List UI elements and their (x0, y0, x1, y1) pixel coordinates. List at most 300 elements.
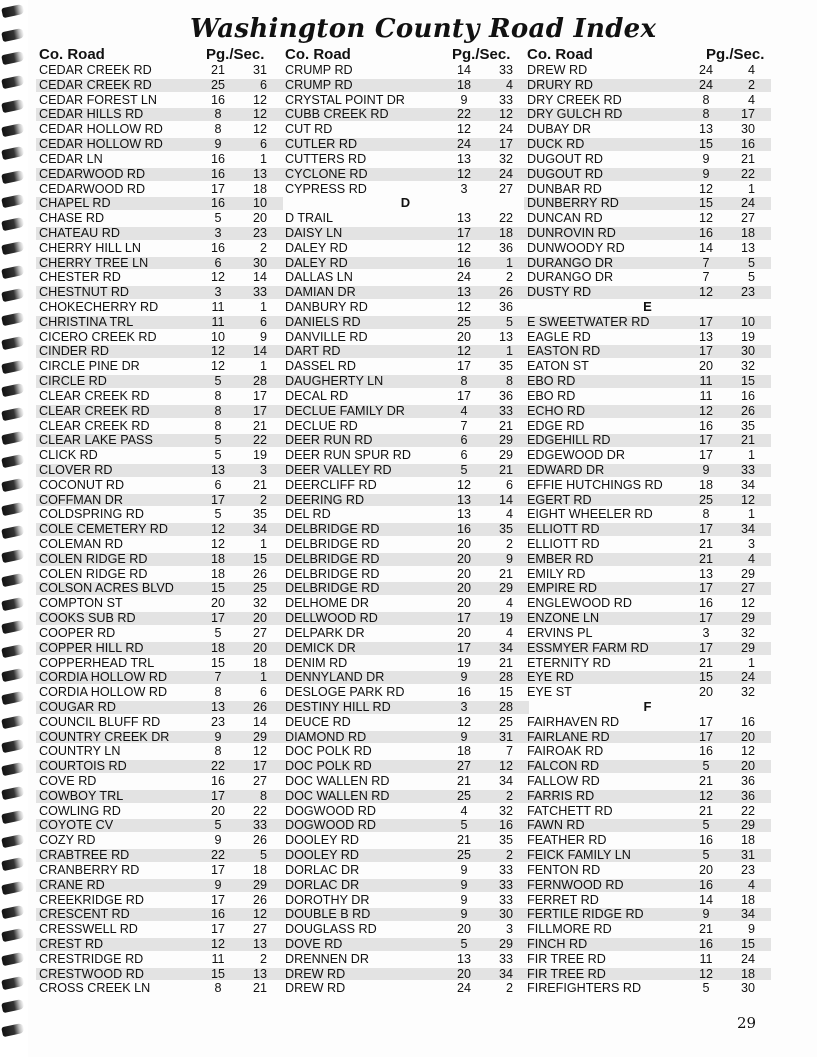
road-entry (524, 567, 771, 582)
page-number-cell: 12 (210, 344, 225, 359)
page-number-cell: 17 (698, 581, 713, 596)
road-entry (36, 759, 283, 774)
page-number-cell: 5 (460, 936, 468, 951)
road-name: ENGLEWOOD RD (527, 596, 632, 611)
road-name: DELBRIDGE RD (285, 566, 380, 581)
page-number-cell: 21 (698, 803, 713, 818)
road-name: DAISY LN (285, 225, 343, 240)
page-section-header: Pg./Sec. (706, 46, 765, 63)
page-number-cell: 13 (456, 285, 471, 300)
road-entry (282, 137, 529, 152)
road-entry (282, 211, 529, 226)
page-number-cell: 17 (210, 922, 225, 937)
road-entry (282, 730, 529, 745)
road-entry (36, 818, 283, 833)
page-number-cell: 16 (698, 936, 713, 951)
road-entry (36, 419, 283, 434)
road-entry (36, 774, 283, 789)
road-name: CEDAR HOLLOW RD (39, 122, 163, 137)
road-name: FAIROAK RD (527, 744, 604, 759)
road-entry (282, 270, 529, 285)
page-number-cell: 21 (210, 63, 225, 77)
section-number-cell: 7 (505, 744, 513, 759)
page-number-cell: 5 (214, 374, 222, 389)
page-number-cell: 7 (702, 270, 710, 285)
section-number-cell: 34 (498, 966, 513, 981)
road-header: Co. Road (285, 46, 351, 63)
road-name: EMBER RD (527, 551, 594, 566)
section-number-cell: 22 (252, 803, 267, 818)
binding-coil (1, 99, 25, 113)
road-entry (524, 270, 771, 285)
page-number-cell: 17 (698, 314, 713, 329)
section-number-cell: 24 (740, 196, 755, 211)
page-number-cell: 14 (698, 892, 713, 907)
road-name: CHAPEL RD (39, 196, 111, 211)
road-entry (36, 478, 283, 493)
spiral-binding (0, 0, 28, 1057)
section-number-cell: 26 (252, 566, 267, 581)
binding-coil (1, 28, 25, 42)
section-number-cell: 2 (505, 981, 513, 996)
road-entry (36, 522, 283, 537)
section-number-cell: 28 (252, 374, 267, 389)
section-number-cell: 35 (252, 507, 267, 522)
road-name: DALEY RD (285, 240, 348, 255)
section-number-cell: 31 (252, 63, 267, 77)
section-number-cell: 33 (498, 892, 513, 907)
page-number-cell: 24 (456, 981, 471, 996)
road-name: COVE RD (39, 774, 97, 788)
road-name: DUGOUT RD (527, 151, 604, 166)
road-entry (282, 359, 529, 374)
page-number-cell: 12 (210, 359, 225, 374)
road-name: COUNTRY CREEK DR (39, 729, 170, 744)
binding-coil (1, 146, 25, 160)
road-name: DANIELS RD (285, 314, 361, 329)
page-number-cell: 9 (460, 877, 468, 892)
road-entry (524, 419, 771, 434)
road-entry (282, 715, 529, 730)
section-number-cell: 12 (252, 107, 267, 122)
road-entry (524, 981, 771, 996)
section-number-cell: 29 (498, 448, 513, 463)
road-name: COFFMAN DR (39, 492, 123, 507)
road-entry (282, 922, 529, 937)
road-entry (36, 937, 283, 952)
section-number-cell: 16 (740, 137, 755, 152)
page-number-cell: 12 (210, 522, 225, 537)
road-entry (524, 196, 771, 211)
page-number-cell: 12 (698, 211, 713, 226)
road-name: DALEY RD (285, 255, 348, 270)
page-number-cell: 13 (456, 211, 471, 226)
road-name: CRESTWOOD RD (39, 966, 144, 981)
road-name: DREW RD (527, 63, 588, 77)
road-name: CREST RD (39, 936, 104, 951)
page-number-cell: 12 (456, 240, 471, 255)
road-entry (524, 922, 771, 937)
road-entry (36, 893, 283, 908)
section-number-cell: 34 (740, 907, 755, 922)
road-name: DUGOUT RD (527, 166, 604, 181)
road-name: DRY CREEK RD (527, 92, 622, 107)
road-entry (36, 241, 283, 256)
section-number-cell: 33 (498, 63, 513, 77)
road-entry (36, 833, 283, 848)
road-name: CHESTNUT RD (39, 285, 130, 300)
section-number-cell: 12 (252, 744, 267, 759)
road-entry (36, 93, 283, 108)
binding-coil (1, 857, 25, 871)
road-name: DELBRIDGE RD (285, 581, 380, 596)
page-number-cell: 17 (698, 448, 713, 463)
road-entry (282, 107, 529, 122)
page-number-cell: 21 (698, 922, 713, 937)
letter-section-heading (524, 300, 771, 315)
road-name: DRURY RD (527, 77, 594, 92)
section-number-cell: 6 (259, 137, 267, 152)
section-number-cell: 27 (252, 625, 267, 640)
road-name: FEICK FAMILY LN (527, 848, 631, 863)
page-number-cell: 5 (214, 433, 222, 448)
road-name: DANBURY RD (285, 300, 368, 314)
section-number-cell: 31 (498, 729, 513, 744)
section-number-cell: 26 (252, 699, 267, 714)
road-name: FAIRLANE RD (527, 729, 610, 744)
section-number-cell: 17 (498, 137, 513, 152)
section-number-cell: 29 (498, 936, 513, 951)
page-number-cell: 24 (698, 63, 713, 77)
road-name: DENNYLAND DR (285, 670, 385, 685)
binding-coil (1, 810, 25, 824)
section-number-cell: 2 (505, 848, 513, 863)
page-number-cell: 21 (698, 551, 713, 566)
road-name: CIRCLE PINE DR (39, 359, 140, 374)
binding-coil (1, 288, 25, 302)
page-number-cell: 21 (698, 774, 713, 788)
index-column-3 (524, 46, 771, 996)
road-entry (282, 744, 529, 759)
road-entry (36, 211, 283, 226)
road-name: DEUCE RD (285, 714, 351, 729)
road-entry (36, 182, 283, 197)
binding-coil (1, 336, 25, 350)
road-name: COMPTON ST (39, 596, 123, 611)
section-letter: F (643, 698, 652, 714)
road-entry (36, 507, 283, 522)
road-name: EGERT RD (527, 492, 592, 507)
road-entry (36, 493, 283, 508)
road-name: DELBRIDGE RD (285, 522, 380, 537)
road-name: DELPARK DR (285, 625, 365, 640)
road-entry (524, 463, 771, 478)
binding-coil (1, 51, 25, 65)
section-number-cell: 1 (259, 151, 267, 166)
section-number-cell: 21 (498, 462, 513, 477)
section-number-cell: 20 (252, 640, 267, 655)
section-number-cell: 22 (252, 433, 267, 448)
section-number-cell: 8 (505, 374, 513, 389)
page-number-cell: 11 (699, 951, 713, 966)
page-number-cell: 20 (456, 551, 471, 566)
section-number-cell: 2 (747, 77, 755, 92)
road-entry (282, 256, 529, 271)
road-name: CLOVER RD (39, 462, 113, 477)
page-number-cell: 18 (210, 566, 225, 581)
page-number-cell: 5 (214, 448, 222, 463)
page-number-cell: 17 (456, 359, 471, 374)
page-number-cell: 22 (456, 107, 471, 122)
section-number-cell: 29 (740, 640, 755, 655)
section-number-cell: 5 (747, 255, 755, 270)
road-entry (36, 359, 283, 374)
section-number-cell: 29 (252, 729, 267, 744)
section-number-cell: 23 (252, 225, 267, 240)
page-number-cell: 20 (456, 596, 471, 611)
section-number-cell: 20 (252, 211, 267, 226)
road-name: EBO RD (527, 388, 576, 403)
road-entry (282, 344, 529, 359)
road-entry (524, 730, 771, 745)
section-number-cell: 29 (498, 581, 513, 596)
section-number-cell: 29 (740, 818, 755, 833)
page-number-cell: 25 (698, 492, 713, 507)
section-number-cell: 18 (252, 862, 267, 877)
section-number-cell: 27 (252, 774, 267, 788)
road-entry (524, 596, 771, 611)
page-number-cell: 17 (210, 492, 225, 507)
page-number-cell: 6 (214, 477, 222, 492)
page-number-cell: 9 (214, 137, 222, 152)
road-entry (36, 374, 283, 389)
page-number-cell: 9 (702, 166, 710, 181)
road-entry (36, 922, 283, 937)
road-name: DECLUE RD (285, 418, 358, 433)
road-entry (524, 789, 771, 804)
page-number-cell: 18 (210, 551, 225, 566)
section-number-cell: 35 (740, 418, 755, 433)
section-number-cell: 9 (505, 551, 513, 566)
page-number-cell: 22 (210, 759, 225, 774)
binding-coil (1, 407, 25, 421)
section-number-cell: 21 (498, 566, 513, 581)
page-number-cell: 20 (456, 966, 471, 981)
section-number-cell: 1 (259, 359, 267, 374)
road-entry (524, 656, 771, 671)
road-entry (36, 78, 283, 93)
page-number-cell: 16 (698, 744, 713, 759)
section-number-cell: 19 (740, 329, 755, 344)
section-number-cell: 26 (740, 403, 755, 418)
page-number-cell: 6 (460, 448, 468, 463)
page-number-cell: 18 (456, 744, 471, 759)
road-name: ECHO RD (527, 403, 586, 418)
binding-coil (1, 549, 25, 563)
page-number-cell: 5 (214, 507, 222, 522)
page-number-cell: 15 (698, 196, 713, 211)
road-entry (282, 507, 529, 522)
section-number-cell: 12 (740, 744, 755, 759)
section-number-cell: 21 (498, 418, 513, 433)
page-number-cell: 25 (456, 788, 471, 803)
binding-coil (1, 762, 25, 776)
page-number-cell: 16 (456, 685, 471, 700)
section-number-cell: 10 (252, 196, 267, 211)
section-number-cell: 21 (740, 151, 755, 166)
road-name: CREEKRIDGE RD (39, 892, 144, 907)
road-entry (282, 833, 529, 848)
road-name: EDWARD DR (527, 462, 605, 477)
page-number-cell: 15 (698, 670, 713, 685)
section-number-cell: 1 (747, 181, 755, 196)
road-entry (36, 152, 283, 167)
page-number-cell: 3 (702, 625, 710, 640)
road-entry (524, 93, 771, 108)
page-number-cell: 25 (456, 848, 471, 863)
road-entry (282, 78, 529, 93)
road-entry (524, 937, 771, 952)
section-number-cell: 22 (740, 166, 755, 181)
letter-section-heading (282, 196, 529, 211)
road-entry (524, 952, 771, 967)
section-number-cell: 1 (259, 537, 267, 551)
road-entry (282, 863, 529, 878)
section-number-cell: 13 (252, 966, 267, 981)
section-number-cell: 14 (252, 714, 267, 729)
road-name: EMPIRE RD (527, 581, 597, 596)
road-name: CEDARWOOD RD (39, 181, 146, 196)
section-number-cell: 34 (498, 774, 513, 788)
page-number-cell: 12 (698, 181, 713, 196)
road-entry (282, 63, 529, 78)
section-number-cell: 17 (740, 107, 755, 122)
road-list (36, 63, 283, 996)
road-name: EYE RD (527, 670, 574, 685)
road-name: DANVILLE RD (285, 329, 368, 344)
road-name: CEDARWOOD RD (39, 166, 146, 181)
column-header (282, 46, 529, 63)
road-name: FIREFIGHTERS RD (527, 981, 642, 996)
section-number-cell: 12 (252, 122, 267, 137)
road-entry (524, 493, 771, 508)
section-number-cell: 19 (252, 448, 267, 463)
binding-coil (1, 739, 25, 753)
section-number-cell: 24 (740, 670, 755, 685)
road-entry (524, 448, 771, 463)
page-number-cell: 17 (698, 729, 713, 744)
section-number-cell: 20 (252, 611, 267, 626)
section-number-cell: 34 (740, 477, 755, 492)
road-name: CEDAR FOREST LN (39, 92, 158, 107)
road-name: ELLIOTT RD (527, 537, 600, 551)
binding-coil (1, 430, 25, 444)
page-number-cell: 12 (456, 477, 471, 492)
section-number-cell: 2 (259, 492, 267, 507)
road-name: CEDAR HILLS RD (39, 107, 144, 122)
road-entry (36, 878, 283, 893)
page-number-cell: 10 (210, 329, 225, 344)
road-entry (282, 907, 529, 922)
road-entry (282, 493, 529, 508)
road-name: DASSEL RD (285, 359, 356, 374)
section-number-cell: 30 (740, 981, 755, 996)
road-name: CLEAR CREEK RD (39, 403, 150, 418)
road-name: DELBRIDGE RD (285, 537, 380, 551)
road-name: EBO RD (527, 374, 576, 389)
page-number-cell: 8 (214, 388, 222, 403)
section-number-cell: 2 (505, 270, 513, 285)
page-number-cell: 16 (210, 92, 225, 107)
page-number-cell: 24 (698, 77, 713, 92)
road-entry (36, 848, 283, 863)
page-number-cell: 20 (456, 581, 471, 596)
road-entry (282, 848, 529, 863)
road-entry (282, 182, 529, 197)
section-number-cell: 34 (498, 640, 513, 655)
road-name: FAIRHAVEN RD (527, 714, 620, 729)
road-entry (524, 433, 771, 448)
road-name: DUNWOODY RD (527, 240, 625, 255)
section-number-cell: 5 (259, 848, 267, 863)
section-number-cell: 16 (740, 388, 755, 403)
page-number-cell: 16 (698, 877, 713, 892)
binding-coil (1, 241, 25, 255)
section-number-cell: 12 (252, 907, 267, 922)
section-number-cell: 8 (259, 788, 267, 803)
page-number-cell: 9 (214, 877, 222, 892)
road-name: DOGWOOD RD (285, 818, 376, 833)
road-name: EDGEWOOD DR (527, 448, 625, 463)
road-name: DEER VALLEY RD (285, 462, 392, 477)
road-name: DEMICK DR (285, 640, 356, 655)
road-name: EASTON RD (527, 344, 601, 359)
road-name: DEERCLIFF RD (285, 477, 377, 492)
page-number-cell: 13 (698, 122, 713, 137)
section-number-cell: 23 (740, 285, 755, 300)
road-entry (524, 833, 771, 848)
road-entry (524, 211, 771, 226)
page-number-cell: 15 (210, 966, 225, 981)
road-entry (36, 907, 283, 922)
road-entry (524, 122, 771, 137)
page-number-cell: 19 (456, 655, 471, 670)
page-number-cell: 5 (702, 818, 710, 833)
road-name: DREW RD (285, 981, 346, 996)
page-number-cell: 24 (456, 137, 471, 152)
section-number-cell: 26 (252, 892, 267, 907)
section-number-cell: 6 (259, 314, 267, 329)
page-number-cell: 5 (214, 625, 222, 640)
section-number-cell: 18 (252, 655, 267, 670)
binding-coil (1, 217, 25, 231)
section-number-cell: 33 (252, 285, 267, 300)
road-entry (282, 285, 529, 300)
road-name: COLEMAN RD (39, 537, 123, 551)
road-entry (36, 789, 283, 804)
section-number-cell: 13 (740, 240, 755, 255)
road-name: DURANGO DR (527, 255, 614, 270)
road-name: CORDIA HOLLOW RD (39, 685, 168, 700)
road-name: CHERRY TREE LN (39, 255, 149, 270)
section-number-cell: 2 (259, 951, 267, 966)
section-number-cell: 3 (747, 537, 755, 551)
road-name: EDGEHILL RD (527, 433, 611, 448)
road-entry (36, 730, 283, 745)
section-number-cell: 1 (505, 344, 513, 359)
section-number-cell: 24 (740, 951, 755, 966)
road-name: FAWN RD (527, 818, 585, 833)
